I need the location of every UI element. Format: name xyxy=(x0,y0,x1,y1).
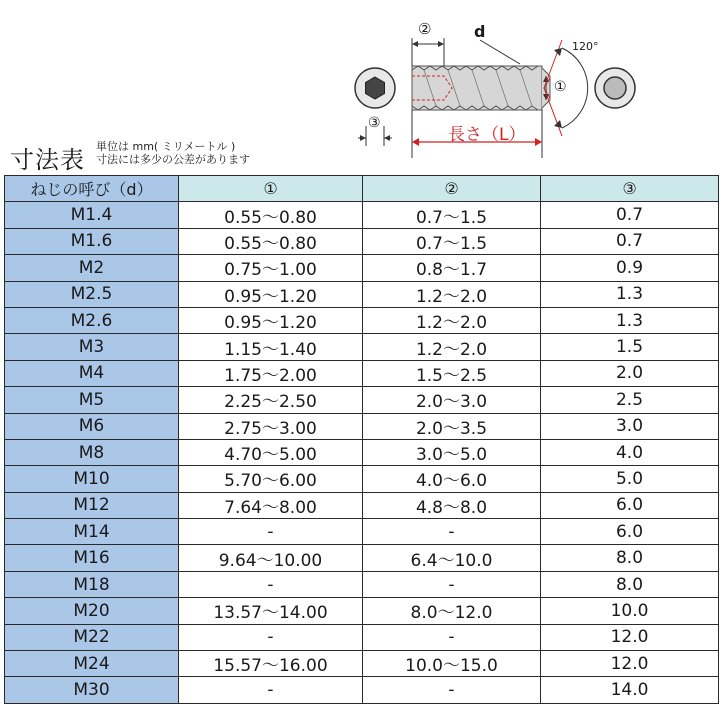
dimension-cell: - xyxy=(179,677,363,703)
thread-size-cell: M14 xyxy=(5,519,179,545)
table-row xyxy=(5,255,719,281)
dimension-cell: 1.75〜2.00 xyxy=(179,360,363,386)
dimension-cell: 6.4〜10.0 xyxy=(363,545,541,571)
table-row xyxy=(5,387,719,413)
dimension-cell: - xyxy=(179,571,363,597)
unit-note xyxy=(96,140,250,166)
thread-size-cell: M24 xyxy=(5,651,179,677)
dimension-cell: 1.5 xyxy=(541,334,719,360)
dimension-cell: 0.7 xyxy=(541,228,719,254)
dimension-cell: 4.0〜6.0 xyxy=(363,466,541,492)
dimension-cell: 15.57〜16.00 xyxy=(179,651,363,677)
dimension-cell: 4.8〜8.0 xyxy=(363,492,541,518)
table-row xyxy=(5,598,719,624)
unit-note-line: 単位は mm( ミリメートル ) xyxy=(96,140,236,153)
dimension-cell: 1.2〜2.0 xyxy=(363,334,541,360)
thread-size-cell: M18 xyxy=(5,571,179,597)
dimension-table xyxy=(4,175,719,704)
dimension-cell: 5.70〜6.00 xyxy=(179,466,363,492)
thread-size-cell: M5 xyxy=(5,387,179,413)
thread-size-cell: M2.5 xyxy=(5,281,179,307)
table-row xyxy=(5,202,719,228)
dimension-cell: 2.0〜3.0 xyxy=(363,387,541,413)
thread-size-cell: M8 xyxy=(5,439,179,465)
dimension-cell: 7.64〜8.00 xyxy=(179,492,363,518)
thread-size-cell: M10 xyxy=(5,466,179,492)
thread-size-cell: M16 xyxy=(5,545,179,571)
table-row xyxy=(5,677,719,703)
thread-size-cell: M1.4 xyxy=(5,202,179,228)
set-screw-drawing xyxy=(340,18,670,168)
dimension-cell: 0.7 xyxy=(541,202,719,228)
dimension-cell: 2.75〜3.00 xyxy=(179,413,363,439)
header-thread-size: ねじの呼び（d） xyxy=(5,176,179,202)
dimension-cell: 5.0 xyxy=(541,466,719,492)
dimension-cell: 2.25〜2.50 xyxy=(179,387,363,413)
header-dim-3: ③ xyxy=(541,176,719,202)
dimension-cell: 0.95〜1.20 xyxy=(179,307,363,333)
dimension-cell: - xyxy=(363,624,541,650)
table-row xyxy=(5,281,719,307)
label-length: 長さ（L） xyxy=(448,125,526,145)
table-row xyxy=(5,307,719,333)
dimension-cell: 14.0 xyxy=(541,677,719,703)
header-dim-2: ② xyxy=(363,176,541,202)
dimension-cell: - xyxy=(179,624,363,650)
set-screw-diagram xyxy=(340,18,670,168)
dimension-cell: - xyxy=(363,571,541,597)
header-dim-1: ① xyxy=(179,176,363,202)
table-row xyxy=(5,413,719,439)
label-1: ① xyxy=(554,79,567,95)
dimension-cell: 1.3 xyxy=(541,307,719,333)
dimension-cell: 8.0〜12.0 xyxy=(363,598,541,624)
page-title: 寸法表 xyxy=(10,146,85,174)
cup-point-end-view xyxy=(595,68,635,108)
thread-size-cell: M3 xyxy=(5,334,179,360)
dimension-cell: - xyxy=(179,519,363,545)
table-row xyxy=(5,651,719,677)
dimension-cell: 1.2〜2.0 xyxy=(363,307,541,333)
label-2: ② xyxy=(418,20,432,38)
table-row xyxy=(5,466,719,492)
dimension-cell: 3.0〜5.0 xyxy=(363,439,541,465)
tolerance-note-line: 寸法には多少の公差があります xyxy=(96,153,250,166)
dimension-cell: 0.55〜0.80 xyxy=(179,202,363,228)
table-row xyxy=(5,334,719,360)
dimension-cell: 0.55〜0.80 xyxy=(179,228,363,254)
table-row xyxy=(5,360,719,386)
table-header-row xyxy=(5,176,719,202)
d-leader-line xyxy=(480,40,520,64)
dimension-cell: 1.5〜2.5 xyxy=(363,360,541,386)
dimension-cell: 4.70〜5.00 xyxy=(179,439,363,465)
screw-body xyxy=(412,66,550,110)
dimension-2 xyxy=(412,38,444,66)
dimension-cell: 8.0 xyxy=(541,545,719,571)
dimension-cell: 0.7〜1.5 xyxy=(363,202,541,228)
thread-size-cell: M30 xyxy=(5,677,179,703)
label-3: ③ xyxy=(368,115,381,131)
dimension-cell: 9.64〜10.00 xyxy=(179,545,363,571)
dimension-cell: 2.5 xyxy=(541,387,719,413)
hex-socket-end-view xyxy=(355,68,395,108)
thread-size-cell: M2.6 xyxy=(5,307,179,333)
thread-size-cell: M1.6 xyxy=(5,228,179,254)
thread-size-cell: M2 xyxy=(5,255,179,281)
dimension-cell: 10.0〜15.0 xyxy=(363,651,541,677)
dimension-cell: 1.3 xyxy=(541,281,719,307)
thread-size-cell: M12 xyxy=(5,492,179,518)
thread-size-cell: M6 xyxy=(5,413,179,439)
dimension-cell: 10.0 xyxy=(541,598,719,624)
dimension-cell: 13.57〜14.00 xyxy=(179,598,363,624)
dimension-cell: 0.75〜1.00 xyxy=(179,255,363,281)
table-row xyxy=(5,624,719,650)
thread-size-cell: M20 xyxy=(5,598,179,624)
dimension-cell: 2.0 xyxy=(541,360,719,386)
dimension-cell: 0.9 xyxy=(541,255,719,281)
dimension-cell: 4.0 xyxy=(541,439,719,465)
table-row xyxy=(5,519,719,545)
dimension-cell: 1.2〜2.0 xyxy=(363,281,541,307)
thread-size-cell: M4 xyxy=(5,360,179,386)
dimension-cell: 6.0 xyxy=(541,519,719,545)
table-body xyxy=(5,202,719,703)
table-row xyxy=(5,571,719,597)
dimension-cell: 1.15〜1.40 xyxy=(179,334,363,360)
table-row xyxy=(5,545,719,571)
table-row xyxy=(5,228,719,254)
dimension-cell: 2.0〜3.5 xyxy=(363,413,541,439)
label-d: d xyxy=(474,22,486,41)
table-row xyxy=(5,439,719,465)
dimension-cell: 3.0 xyxy=(541,413,719,439)
thread-size-cell: M22 xyxy=(5,624,179,650)
dimension-cell: 0.95〜1.20 xyxy=(179,281,363,307)
table-row xyxy=(5,492,719,518)
dimension-cell: 12.0 xyxy=(541,651,719,677)
dimension-cell: 0.7〜1.5 xyxy=(363,228,541,254)
dimension-cell: 6.0 xyxy=(541,492,719,518)
dimension-cell: - xyxy=(363,677,541,703)
dimension-cell: 12.0 xyxy=(541,624,719,650)
label-angle: 120° xyxy=(572,40,599,53)
dimension-cell: 8.0 xyxy=(541,571,719,597)
dimension-cell: 0.8〜1.7 xyxy=(363,255,541,281)
dimension-cell: - xyxy=(363,519,541,545)
